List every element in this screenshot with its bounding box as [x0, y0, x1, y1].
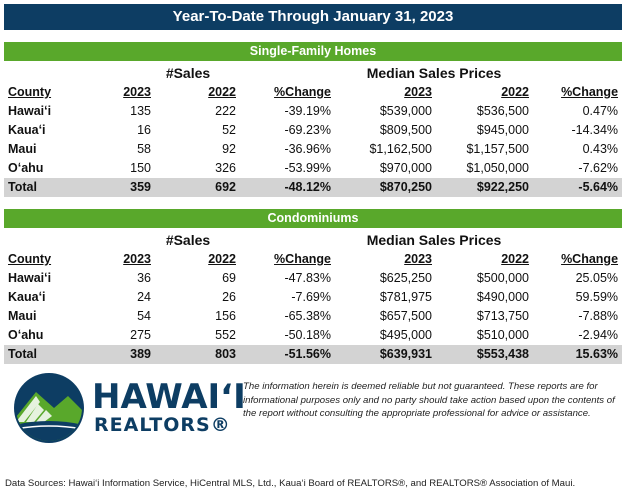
total-label: Total [4, 178, 100, 197]
price-change: 25.05% [575, 271, 619, 285]
price-2023: $1,162,500 [369, 142, 432, 156]
total-sales-2022: 803 [155, 345, 240, 364]
price-2022: $713,750 [476, 309, 530, 323]
table-group-header-row [4, 63, 622, 83]
table-row [4, 140, 622, 159]
county-name: Maui [8, 142, 37, 156]
price-2023: $970,000 [379, 161, 432, 175]
county-name: Hawaiʻi [8, 104, 52, 118]
total-sales-change: -48.12% [240, 178, 335, 197]
price-change: -7.88% [578, 309, 619, 323]
disclaimer-text: The information herein is deemed reliable but not guaranteed. These reports are for informational purposes only and no party should take action based upon the contents of the report without consulting the appropriate professional for advice or assistance. [243, 381, 615, 419]
total-row [4, 178, 622, 197]
table-row [4, 269, 622, 288]
sales-2022: 26 [222, 290, 236, 304]
sales-change: -36.96% [284, 142, 331, 156]
sales-2023: 16 [137, 123, 151, 137]
total-price-2022: $553,438 [436, 345, 533, 364]
sales-change: -53.99% [284, 161, 331, 175]
sales-group-label: #Sales [165, 231, 211, 248]
table-group-header-row [4, 230, 622, 250]
table-row [4, 121, 622, 140]
logo-text-hawaii: HAWAIʻI [92, 377, 246, 417]
prices-group-label: Median Sales Prices [366, 231, 502, 248]
table-row [4, 307, 622, 326]
sales-change: -50.18% [284, 328, 331, 342]
sales-change: -39.19% [284, 104, 331, 118]
county-name: Oʻahu [8, 328, 44, 342]
sales-2022: 92 [222, 142, 236, 156]
sales-group-label: #Sales [165, 64, 211, 81]
total-sales-2023: 389 [100, 345, 155, 364]
section-header-single-family: Single-Family Homes [4, 42, 622, 61]
price-2023: $495,000 [379, 328, 432, 342]
price-change: -14.34% [571, 123, 619, 137]
sales-change: -69.23% [284, 123, 331, 137]
table-row [4, 102, 622, 121]
total-label: Total [4, 345, 100, 364]
col-price-change: %Change [561, 85, 619, 99]
county-name: Oʻahu [8, 161, 44, 175]
sales-change: -7.69% [291, 290, 331, 304]
sales-2022: 69 [222, 271, 236, 285]
data-sources-footer: Data Sources: Hawaiʻi Information Service, HiCentral MLS, Ltd., Kauaʻi Board of REALTORS®, and REALTORS® Association of Maui. [5, 478, 576, 489]
total-sales-2022: 692 [155, 178, 240, 197]
col-sales-2022: 2022 [208, 85, 236, 99]
col-price-2023: 2023 [404, 85, 432, 99]
price-2023: $657,500 [379, 309, 432, 323]
sales-2023: 58 [137, 142, 151, 156]
col-sales-2023: 2023 [123, 252, 151, 266]
total-sales-2023: 359 [100, 178, 155, 197]
section-header-condominiums: Condominiums [4, 209, 622, 228]
county-name: Kauaʻi [8, 290, 46, 304]
price-2023: $809,500 [379, 123, 432, 137]
col-sales-change: %Change [274, 85, 331, 99]
col-sales-2023: 2023 [123, 85, 151, 99]
col-sales-change: %Change [274, 252, 331, 266]
price-2022: $1,050,000 [466, 161, 530, 175]
price-2023: $625,250 [379, 271, 432, 285]
table-column-header-row [4, 83, 622, 102]
sales-2023: 54 [137, 309, 151, 323]
price-2022: $490,000 [476, 290, 530, 304]
col-county: County [8, 85, 52, 99]
price-change: 59.59% [575, 290, 619, 304]
total-price-change: 15.63% [533, 345, 622, 364]
price-change: 0.47% [582, 104, 619, 118]
sales-2022: 222 [215, 104, 236, 118]
table-row [4, 159, 622, 178]
county-name: Maui [8, 309, 37, 323]
total-price-2022: $922,250 [436, 178, 533, 197]
sales-2023: 275 [130, 328, 151, 342]
price-2023: $539,000 [379, 104, 432, 118]
hawaii-realtors-logo-icon [10, 372, 88, 444]
logo-text-realtors: REALTORS® [94, 414, 231, 436]
price-2022: $500,000 [476, 271, 530, 285]
col-price-2023: 2023 [404, 252, 432, 266]
total-price-change: -5.64% [533, 178, 622, 197]
sales-2022: 552 [215, 328, 236, 342]
sales-2022: 52 [222, 123, 236, 137]
price-change: 0.43% [582, 142, 619, 156]
sales-2023: 36 [137, 271, 151, 285]
sales-2022: 156 [215, 309, 236, 323]
col-price-2022: 2022 [501, 85, 530, 99]
total-price-2023: $870,250 [335, 178, 436, 197]
table-row [4, 326, 622, 345]
col-price-change: %Change [561, 252, 619, 266]
single-family-table [4, 63, 622, 197]
hawaii-realtors-logo [10, 372, 246, 444]
sales-2023: 24 [137, 290, 151, 304]
sales-2023: 150 [130, 161, 151, 175]
county-name: Hawaiʻi [8, 271, 52, 285]
table-column-header-row [4, 250, 622, 269]
condominiums-table [4, 230, 622, 364]
sales-2023: 135 [130, 104, 151, 118]
col-sales-2022: 2022 [208, 252, 236, 266]
total-price-2023: $639,931 [335, 345, 436, 364]
total-sales-change: -51.56% [240, 345, 335, 364]
sales-change: -65.38% [284, 309, 331, 323]
sales-change: -47.83% [284, 271, 331, 285]
table-row [4, 288, 622, 307]
price-2022: $1,157,500 [466, 142, 530, 156]
col-county: County [8, 252, 52, 266]
total-row [4, 345, 622, 364]
price-2023: $781,975 [379, 290, 432, 304]
price-2022: $510,000 [476, 328, 530, 342]
col-price-2022: 2022 [501, 252, 530, 266]
price-change: -7.62% [578, 161, 619, 175]
report-title: Year-To-Date Through January 31, 2023 [4, 4, 622, 30]
price-change: -2.94% [578, 328, 619, 342]
price-2022: $536,500 [476, 104, 530, 118]
county-name: Kauaʻi [8, 123, 46, 137]
prices-group-label: Median Sales Prices [366, 64, 502, 81]
price-2022: $945,000 [476, 123, 530, 137]
sales-2022: 326 [215, 161, 236, 175]
